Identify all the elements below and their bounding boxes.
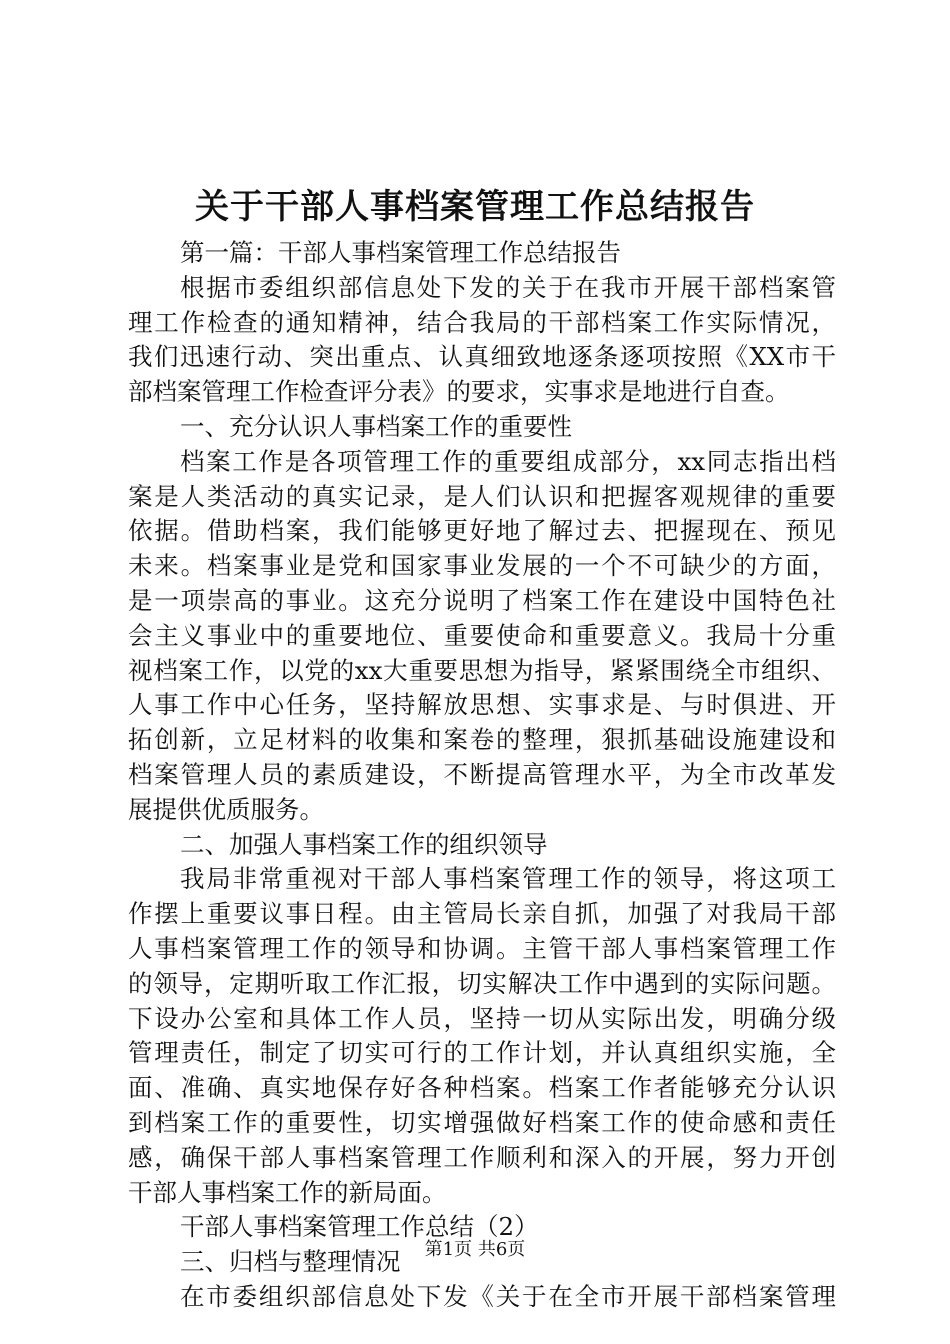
- text-line: 在市委组织部信息处下发《关于在全市开展干部档案管理: [180, 1281, 836, 1311]
- text-line: 下设办公室和具体工作人员，坚持一切从实际出发，明确分级: [128, 1003, 836, 1033]
- document-title: 关于干部人事档案管理工作总结报告: [195, 187, 755, 227]
- text-line: 未来。档案事业是党和国家事业发展的一个不可缺少的方面，: [128, 551, 836, 581]
- text-line: 我们迅速行动、突出重点、认真细致地逐条逐项按照《XX市干: [128, 342, 836, 372]
- text-line: 干部人事档案工作的新局面。: [128, 1177, 447, 1207]
- text-line: 干部人事档案管理工作总结（2）: [180, 1212, 539, 1242]
- text-line: 会主义事业中的重要地位、重要使命和重要意义。我局十分重: [128, 620, 836, 650]
- text-line: 展提供优质服务。: [128, 794, 324, 824]
- text-line: 作摆上重要议事日程。由主管局长亲自抓，加强了对我局干部: [128, 899, 836, 929]
- text-line: 第一篇：干部人事档案管理工作总结报告: [180, 238, 621, 267]
- text-line: 我局非常重视对干部人事档案管理工作的领导，将这项工: [180, 864, 836, 894]
- text-line: 人事档案管理工作的领导和协调。主管干部人事档案管理工作: [128, 933, 836, 963]
- text-line: 面、准确、真实地保存好各种档案。档案工作者能够充分认识: [128, 1073, 836, 1103]
- text-line: 视档案工作，以党的xx大重要思想为指导，紧紧围绕全市组织、: [128, 655, 836, 685]
- text-line: 是一项崇高的事业。这充分说明了档案工作在建设中国特色社: [128, 585, 836, 615]
- text-line: 案是人类活动的真实记录，是人们认识和把握客观规律的重要: [128, 481, 836, 511]
- text-line: 三、归档与整理情况: [180, 1247, 401, 1277]
- text-line: 管理责任，制定了切实可行的工作计划，并认真组织实施，全: [128, 1038, 836, 1068]
- document-body: [128, 236, 836, 1315]
- text-line: 的领导，定期听取工作汇报，切实解决工作中遇到的实际问题。: [128, 968, 836, 998]
- text-line: 理工作检查的通知精神，结合我局的干部档案工作实际情况，: [128, 307, 836, 337]
- text-line: 依据。借助档案，我们能够更好地了解过去、把握现在、预见: [128, 516, 836, 546]
- text-line: 档案工作是各项管理工作的重要组成部分，xx同志指出档: [180, 446, 836, 476]
- text-line: 感，确保干部人事档案管理工作顺利和深入的开展，努力开创: [128, 1142, 836, 1172]
- text-line: 人事工作中心任务，坚持解放思想、实事求是、与时俱进、开: [128, 690, 836, 720]
- text-line: 根据市委组织部信息处下发的关于在我市开展干部档案管: [180, 272, 836, 302]
- text-line: 档案管理人员的素质建设，不断提高管理水平，为全市改革发: [128, 759, 836, 789]
- text-line: 拓创新，立足材料的收集和案卷的整理，狠抓基础设施建设和: [128, 725, 836, 755]
- text-line: 到档案工作的重要性，切实增强做好档案工作的使命感和责任: [128, 1107, 836, 1137]
- text-line: 二、加强人事档案工作的组织领导: [180, 829, 548, 859]
- page-footer: 第1页 共6页: [424, 1239, 526, 1260]
- text-line: 一、充分认识人事档案工作的重要性: [180, 411, 572, 441]
- text-line: 部档案管理工作检查评分表》的要求，实事求是地进行自查。: [128, 377, 790, 407]
